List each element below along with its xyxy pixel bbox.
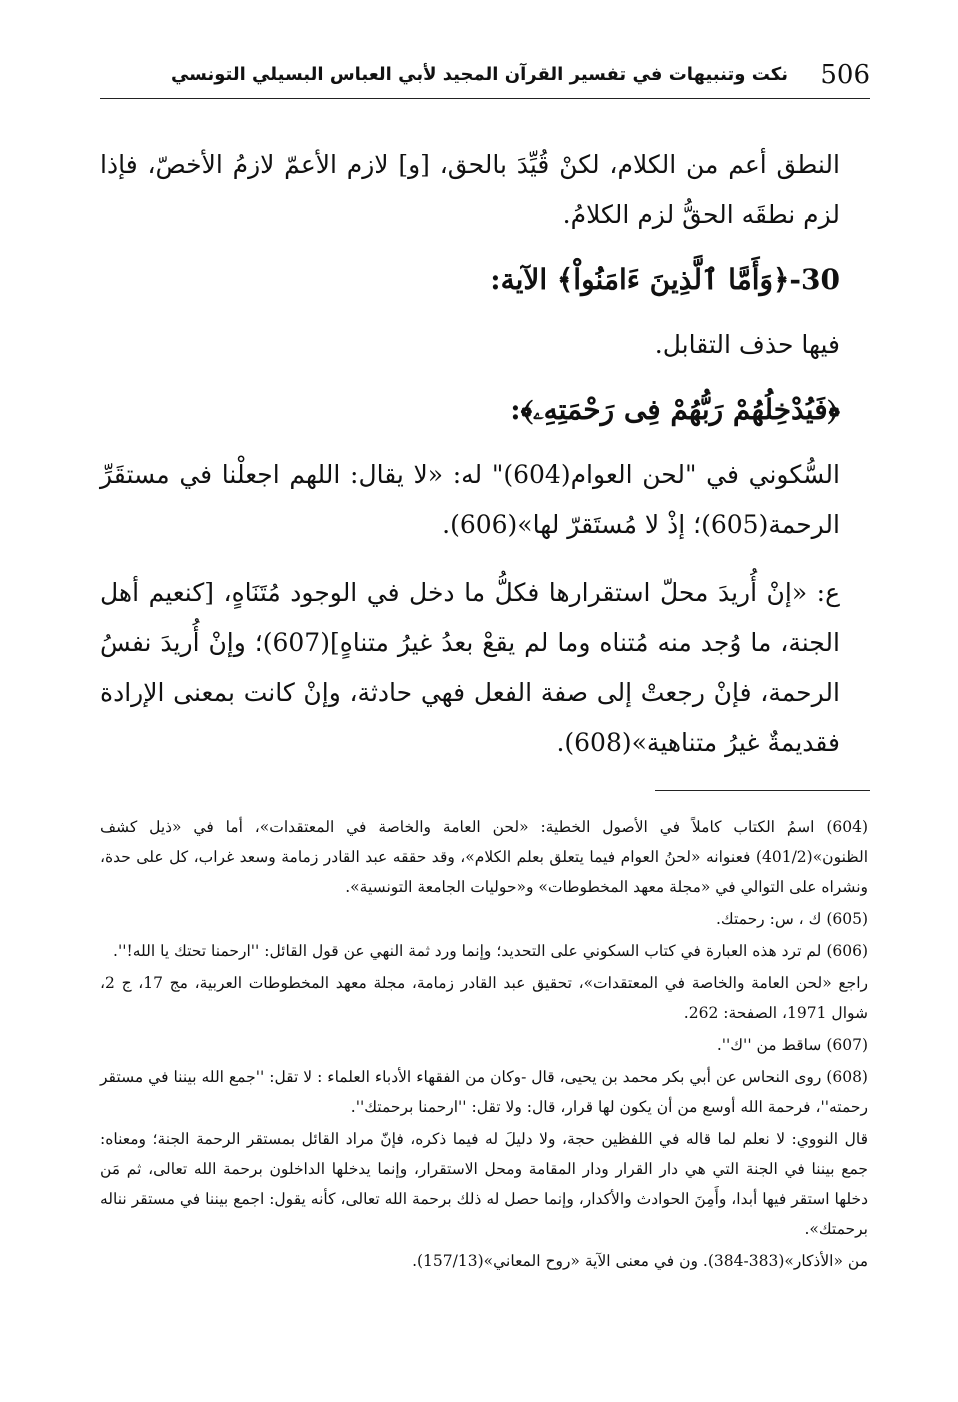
footnote-text: روى النحاس عن أبي بكر محمد بن يحيى، قال -وكان من الفقهاء الأدباء العلماء : لا تقل: ''جمع الله بيننا في مستقر رحمته''، فرحمة الله أوسع من أن يكون لها قرار، قال: ولا تقل: ''ارحمنا برحمتك''. xyxy=(100,1068,868,1116)
footnote-text: راجع «لحن العامة والخاصة في المعتقدات»، تحقيق عبد القادر زمامة، مجلة معهد المخطوطات العربية، مج 17، ج 2، شوال 1971، الصفحة: 262. xyxy=(100,974,868,1022)
footnote-number: (608) xyxy=(826,1068,868,1086)
paragraph-1: النطق أعم من الكلام، لكنْ قُيِّدَ بالحق، [و] لازم الأعمّ لازمُ الأخصّ، فإذا لزم نطقَه الحقُّ لزم الكلامُ. xyxy=(100,150,840,229)
footnote-number: (605) xyxy=(826,910,868,928)
paragraph-4: ع: «إنْ أُريدَ محلّ استقرارها فكلُّ ما دخل في الوجود مُتَنَاهٍ، [كنعيم أهل الجنة، ما وُجد منه مُتناه وما لم يقعْ بعدُ غيرُ متناهٍ](607)؛ وإنْ أُريدَ نفسُ الرحمة، فإنْ رجعتْ إلى صفة الفعل فهي حادثة، وإنْ كانت بمعنى الإرادة فقديمةٌ غيرُ متناهية»(608). xyxy=(100,578,840,757)
footnote-607 xyxy=(100,1030,868,1060)
footnote-608 xyxy=(100,1062,868,1122)
footnote-606-continued xyxy=(100,968,868,1028)
verse-heading: 30-﴿وَأَمَّا ٱلَّذِينَ ءَامَنُواْ﴾ الآية: xyxy=(490,263,840,296)
footnote-number: (604) xyxy=(826,818,868,836)
footnote-606 xyxy=(100,936,868,966)
footnote-number: (607) xyxy=(826,1036,868,1054)
paragraph-2: فيها حذف التقابل. xyxy=(654,330,840,359)
verse-quote: ﴿فَيُدْخِلُهُمْ رَبُّهُمْ فِى رَحْمَتِهِۦ﴾: xyxy=(510,393,840,426)
page-number: 506 xyxy=(820,60,870,90)
paragraph-3: السُّكوني في "لحن العوام(604)" له: «لا يقال: اللهم اجعلْنا في مستقَرِّ الرحمة(605)؛ إذْ لا مُستَقرّ لها»(606). xyxy=(100,460,840,539)
footnote-text: اسمُ الكتاب كاملاً في الأصول الخطية: «لحن العامة والخاصة في المعتقدات»، أما في «ذيل كشف الظنون»(401/2) فعنوانه «لحنُ العوام فيما يتعلق بعلم الكلام»، وقد حققه عبد القادر زمامة وسعد غراب، كل على حدة، ونشراه على التوالي في «مجلة معهد المخطوطات» و«حوليات الجامعة التونسية». xyxy=(100,818,868,896)
footnote-608-continued xyxy=(100,1124,868,1244)
footnote-text: ساقط من ''ك''. xyxy=(716,1036,822,1054)
footnote-608-source xyxy=(100,1246,868,1276)
footnote-605 xyxy=(100,904,868,934)
main-text xyxy=(100,140,840,768)
footnote-text: قال النووي: لا نعلم لما قاله في اللفظين حجة، ولا دليلَ له فيما ذكره، فإنّ مراد القائل بمستقر الرحمة الجنة؛ ومعناه: جمع بيننا في الجنة التي هي دار القرار ودار المقامة ومحل الاستقرار، وإنما يدخلها الداخلون برحمة الله تعالى، ثم مَن دخلها استقر فيها أبدا، وأَمِنَ الحوادث والأكدار، وإنما حصل له ذلك برحمة الله تعالى، كأنه يقول: اجمع بيننا في مستقر نناله برحمتك». xyxy=(100,1130,869,1238)
footnotes xyxy=(100,812,868,1278)
running-title: نكت وتنبيهات في تفسير القرآن المجيد لأبي العباس البسيلي التونسي xyxy=(170,64,788,85)
page-header xyxy=(100,58,870,99)
footnote-divider xyxy=(655,790,870,791)
footnote-number: (606) xyxy=(826,942,868,960)
footnote-text: ك ، س: رحمتك. xyxy=(715,910,822,928)
footnote-604 xyxy=(100,812,868,902)
footnote-text: من «الأذكار»(383-384). ون في معنى الآية «روح المعاني»(157/13). xyxy=(412,1252,868,1270)
footnote-text: لم ترد هذه العبارة في كتاب السكوني على التحديد؛ وإنما ورد ثمة النهي عن قول القائل: ''ارحمنا تحتك يا الله!''. xyxy=(113,942,822,960)
